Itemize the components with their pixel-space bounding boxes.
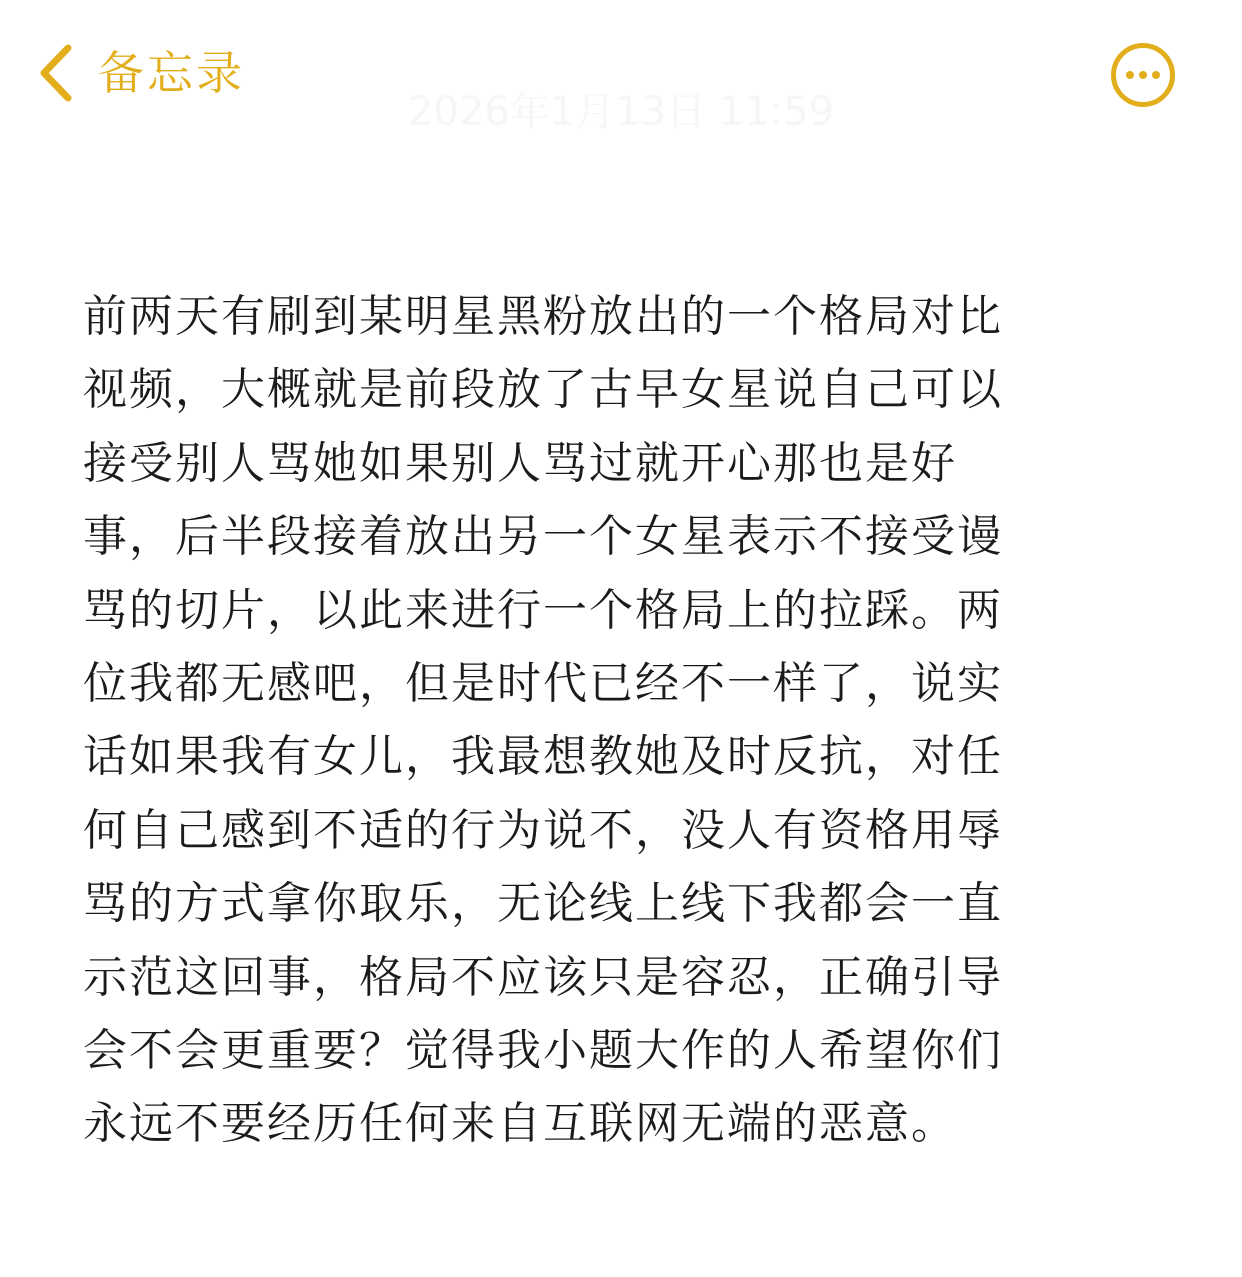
note-line: 位我都无感吧，但是时代已经不一样了，说实 xyxy=(83,657,1003,709)
note-line: 事，后半段接着放出另一个女星表示不接受谩 xyxy=(83,511,1003,563)
back-label: 备忘录 xyxy=(98,46,245,100)
note-line: 话如果我有女儿，我最想教她及时反抗，对任 xyxy=(83,731,1003,783)
note-line: 视频，大概就是前段放了古早女星说自己可以 xyxy=(83,364,1003,416)
note-line: 前两天有刷到某明星黑粉放出的一个格局对比 xyxy=(83,291,1003,342)
note-line: 会不会更重要？觉得我小题大作的人希望你们 xyxy=(83,1024,1003,1076)
note-line: 永远不要经历任何来自互联网无端的恶意。 xyxy=(83,1098,957,1150)
note-line: 接受别人骂她如果别人骂过就开心那也是好 xyxy=(83,437,957,489)
note-line: 示范这回事，格局不应该只是容忍，正确引导 xyxy=(83,951,1003,1003)
note-body[interactable] xyxy=(83,280,1163,1161)
note-timestamp: 2026年1月13日 11:59 xyxy=(407,89,835,135)
note-line: 何自己感到不适的行为说不，没人有资格用辱 xyxy=(83,804,1003,856)
note-line: 骂的方式拿你取乐，无论线上线下我都会一直 xyxy=(83,878,1003,930)
note-line: 骂的切片，以此来进行一个格局上的拉踩。两 xyxy=(83,584,1003,636)
